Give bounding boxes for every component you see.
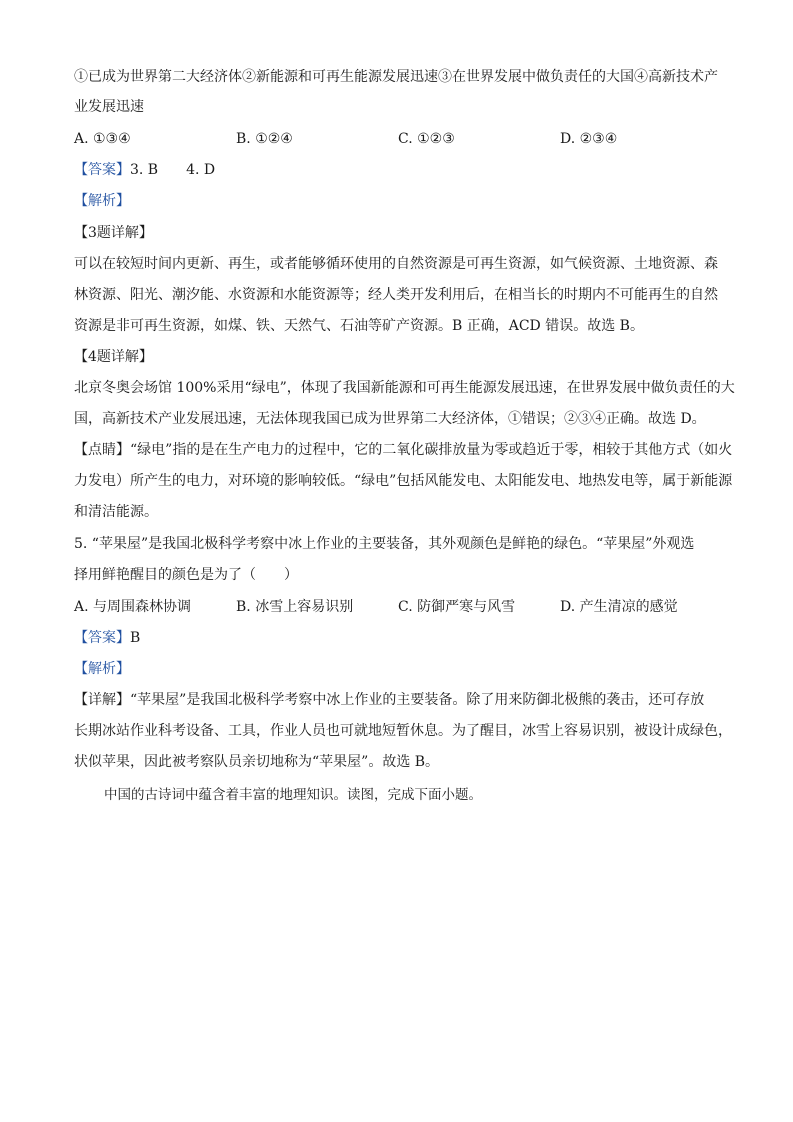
answer-5-value: B bbox=[130, 630, 141, 646]
q3-heading: 【3题详解】 bbox=[74, 225, 153, 241]
q5-options bbox=[74, 597, 724, 617]
q3-text-line1: 可以在较短时间内更新、再生，或者能够循环使用的自然资源是可再生资源，如气候资源、土地资源、森 bbox=[74, 256, 718, 272]
answer-34-value: 3. B 4. D bbox=[130, 162, 216, 178]
q5-option-a: A. 与周围森林协调 bbox=[74, 599, 192, 615]
next-section-intro: 中国的古诗词中蕴含着丰富的地理知识。读图，完成下面小题。 bbox=[104, 787, 482, 803]
q34-stem-line2: 业发展迅速 bbox=[74, 99, 144, 115]
q5-option-b: B. 冰雪上容易识别 bbox=[236, 599, 354, 615]
q5-option-c: C. 防御严寒与风雪 bbox=[398, 599, 516, 615]
q3-text-line2: 林资源、阳光、潮汐能、水资源和水能资源等；经人类开发利用后，在相当长的时期内不可能再生的自然 bbox=[74, 287, 718, 303]
q3-text-line3: 资源是非可再生资源，如煤、铁、天然气、石油等矿产资源。B 正确，ACD 错误。故选 B。 bbox=[74, 318, 644, 334]
q5-detail-line2: 长期冰站作业科考设备、工具，作业人员也可就地短暂休息。为了醒目，冰雪上容易识别，被设计成绿色， bbox=[74, 723, 732, 739]
q34-stem-line1: ①已成为世界第二大经济体②新能源和可再生能源发展迅速③在世界发展中做负责任的大国④高新技术产 bbox=[74, 69, 718, 85]
q4-text-line1: 北京冬奥会场馆 100%采用“绿电”，体现了我国新能源和可再生能源发展迅速，在世界发展中做负责任的大 bbox=[74, 380, 735, 396]
analysis-5-label: 【解析】 bbox=[74, 661, 130, 677]
q34-option-b: B. ①②④ bbox=[236, 131, 293, 147]
q5-option-d: D. 产生清凉的感觉 bbox=[560, 599, 678, 615]
q5-detail-line1 bbox=[74, 690, 704, 710]
q34-option-d: D. ②③④ bbox=[560, 131, 618, 147]
tip-label: 【点睛】 bbox=[74, 442, 130, 458]
q4-heading: 【4题详解】 bbox=[74, 349, 153, 365]
detail-label: 【详解】 bbox=[74, 692, 130, 708]
tip-text-line2: 力发电）所产生的电力，对环境的影响较低。“绿电”包括风能发电、太阳能发电、地热发电等，属于新能源 bbox=[74, 473, 733, 489]
q5-stem-line1: 5. “苹果屋”是我国北极科学考察中冰上作业的主要装备，其外观颜色是鲜艳的绿色。“苹果屋”外观选 bbox=[74, 536, 695, 552]
q34-option-c: C. ①②③ bbox=[398, 131, 455, 147]
q5-detail-line3: 状似苹果，因此被考察队员亲切地称为“苹果屋”。故选 B。 bbox=[74, 754, 440, 770]
q5-detail-text-line1: “苹果屋”是我国北极科学考察中冰上作业的主要装备。除了用来防御北极熊的袭击，还可存放 bbox=[130, 692, 705, 708]
answer-label: 【答案】 bbox=[74, 162, 130, 178]
q5-stem-line2: 择用鲜艳醒目的颜色是为了（ ） bbox=[74, 567, 298, 583]
answer-5 bbox=[74, 628, 140, 648]
q4-text-line2: 国，高新技术产业发展迅速，无法体现我国已成为世界第二大经济体，①错误；②③④正确。故选 D。 bbox=[74, 411, 706, 427]
q34-option-a: A. ①③④ bbox=[74, 131, 131, 147]
analysis-label: 【解析】 bbox=[74, 193, 130, 209]
tip-line1 bbox=[74, 440, 732, 460]
q34-options bbox=[74, 129, 724, 149]
answer-34 bbox=[74, 160, 215, 180]
answer-5-label: 【答案】 bbox=[74, 630, 130, 646]
tip-text-line1: “绿电”指的是在生产电力的过程中，它的二氧化碳排放量为零或趋近于零，相较于其他方式（如火 bbox=[130, 442, 733, 458]
tip-text-line3: 和清洁能源。 bbox=[74, 504, 158, 520]
